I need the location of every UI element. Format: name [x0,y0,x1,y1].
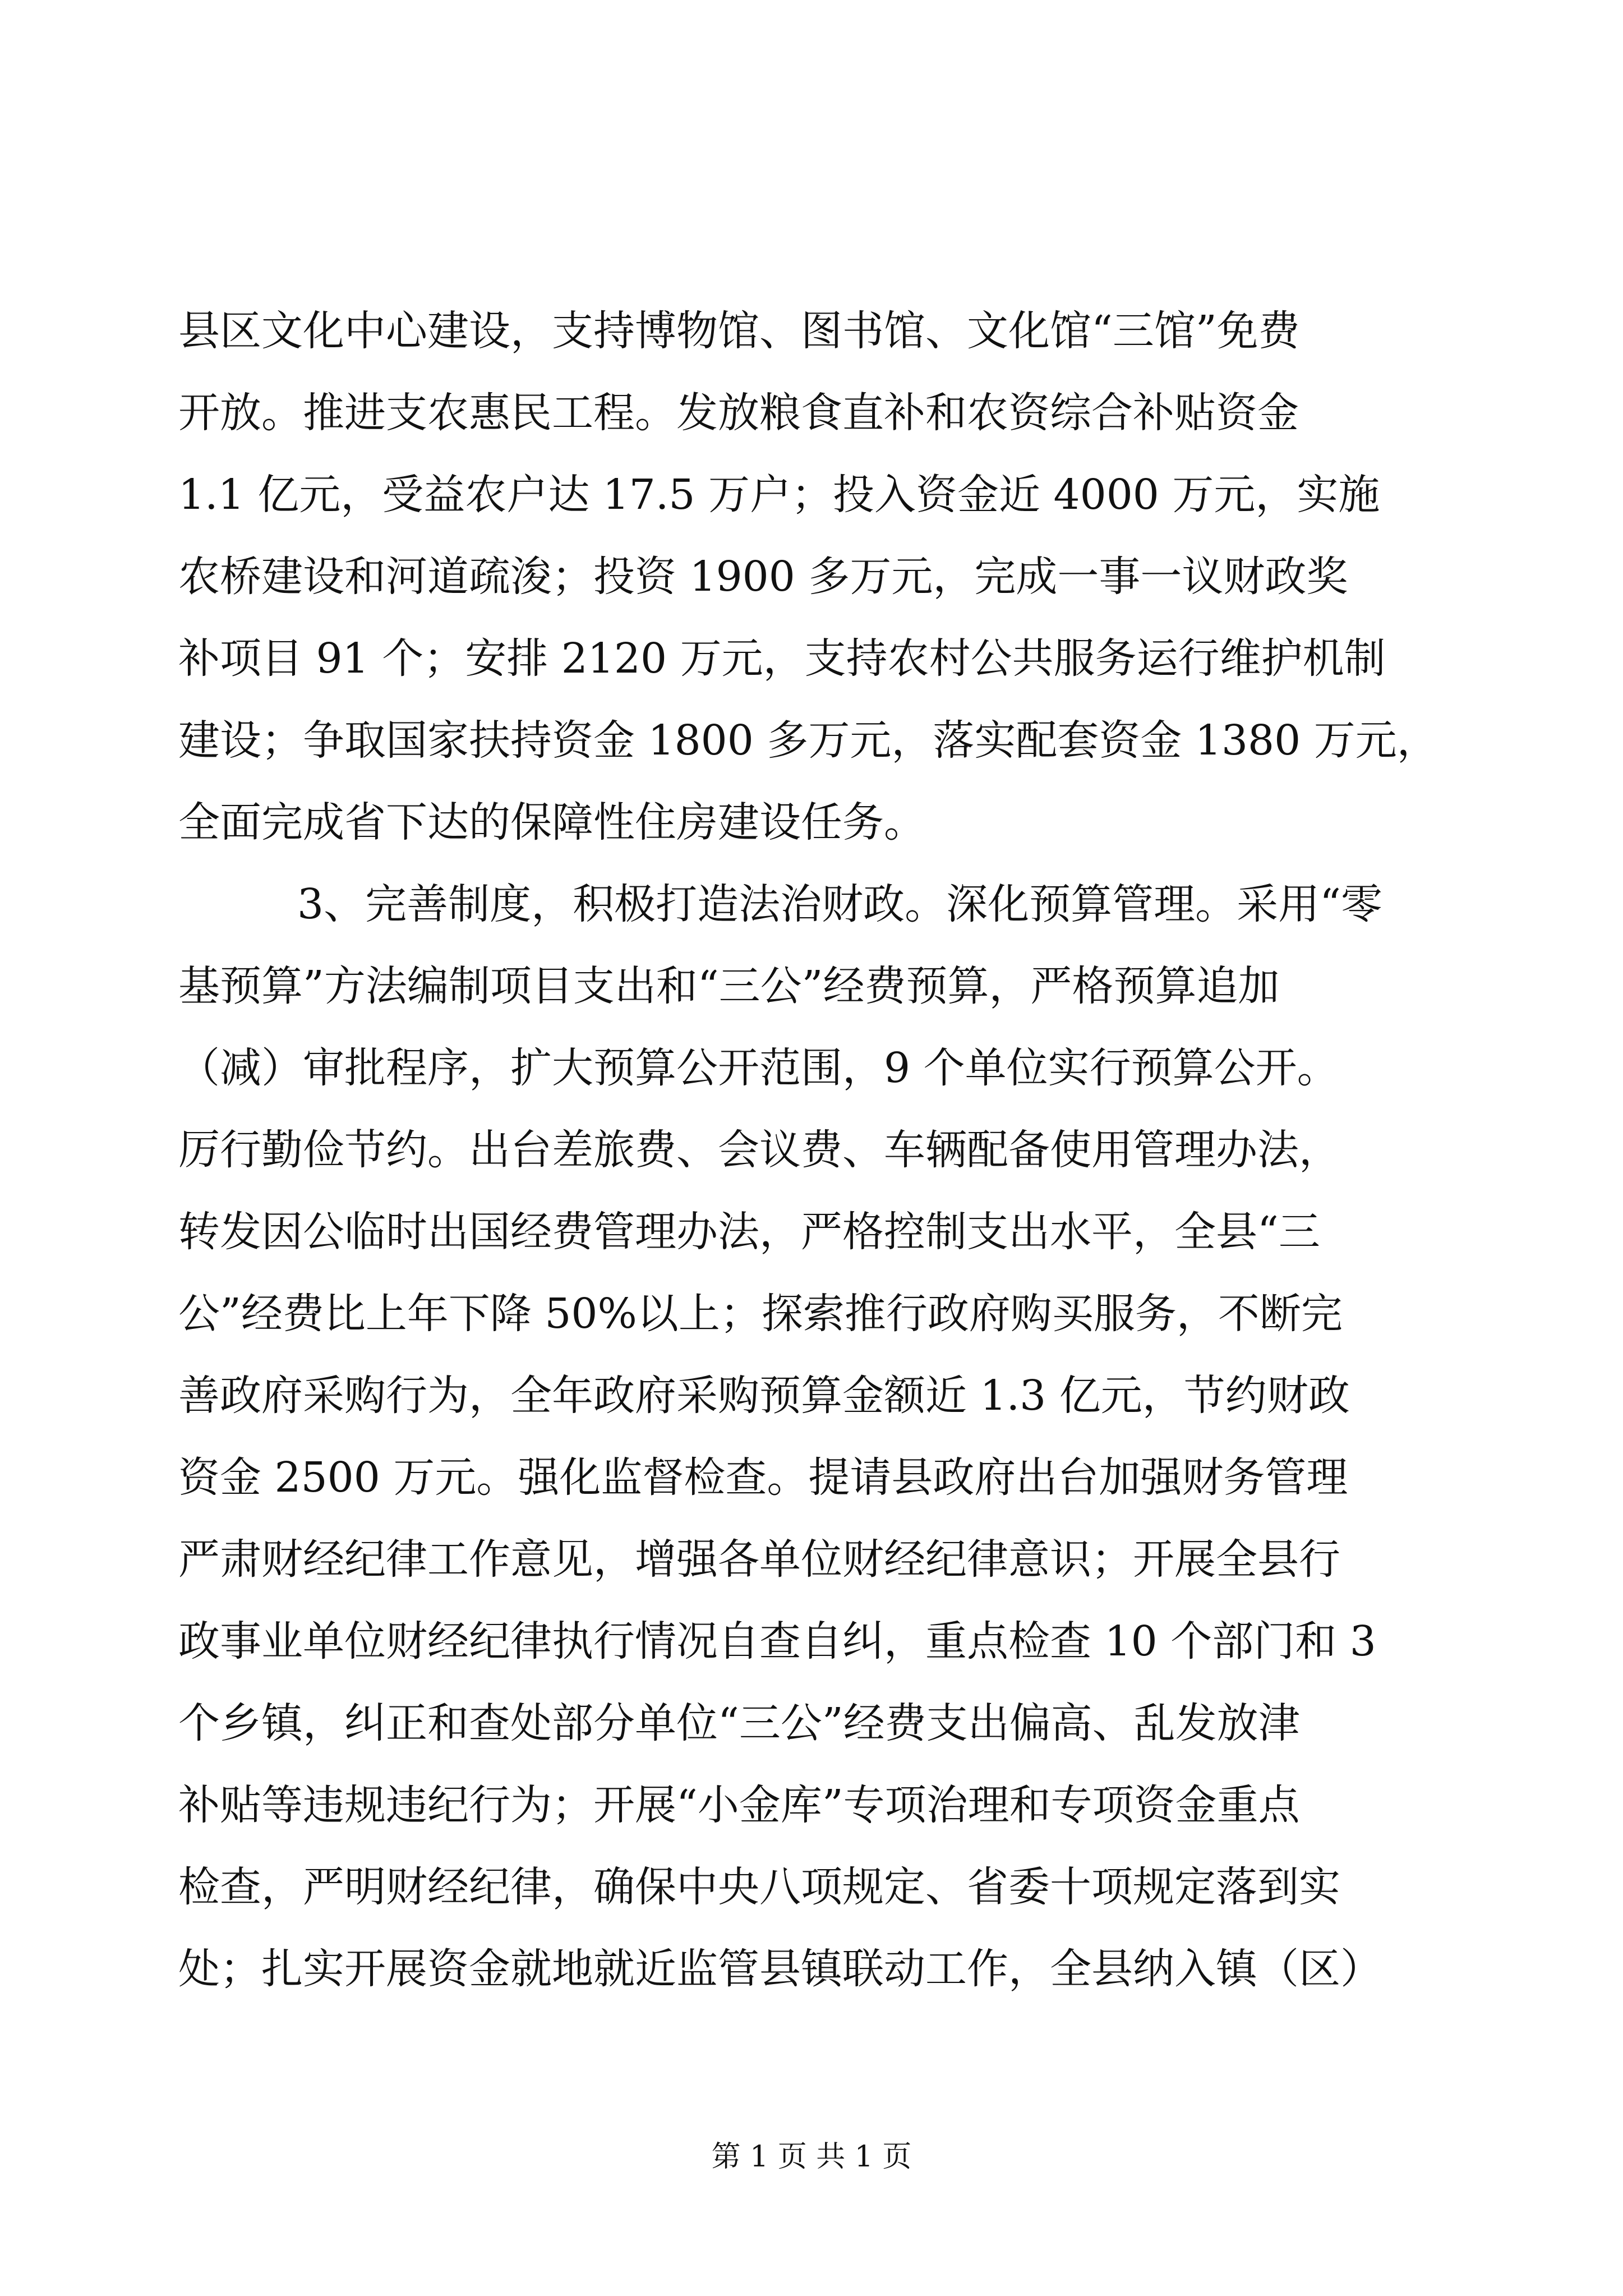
text-line-20: 检查，严明财经纪律，确保中央八项规定、省委十项规定落到实 [178,1863,1340,1911]
text-line-9: 基预算”方法编制项目支出和“三公”经费预算，严格预算追加 [178,962,1280,1010]
text-line-17: 政事业单位财经纪律执行情况自查自纠，重点检查 10 个部门和 3 [178,1617,1376,1665]
text-line-13: 公”经费比上年下降 50%以上；探索推行政府购买服务，不断完 [178,1290,1343,1338]
text-line-5: 补项目 91 个；安排 2120 万元，支持农村公共服务运行维护机制 [178,634,1386,683]
text-line-18: 个乡镇，纠正和查处部分单位“三公”经费支出偏高、乱发放津 [178,1699,1300,1747]
text-line-1: 县区文化中心建设，支持博物馆、图书馆、文化馆“三馆”免费 [178,307,1300,355]
text-line-15: 资金 2500 万元。强化监督检查。提请县政府出台加强财务管理 [178,1453,1348,1502]
text-line-19: 补贴等违规违纪行为；开展“小金库”专项治理和专项资金重点 [178,1781,1300,1829]
page-footer [0,2137,1623,2177]
text-line-6: 建设；争取国家扶持资金 1800 多万元，落实配套资金 1380 万元， [178,716,1438,765]
text-line-11: 厉行勤俭节约。出台差旅费、会议费、车辆配备使用管理办法， [178,1126,1340,1174]
text-line-14: 善政府采购行为，全年政府采购预算金额近 1.3 亿元，节约财政 [178,1372,1350,1420]
text-line-2: 开放。推进支农惠民工程。发放粮食直补和农资综合补贴资金 [178,389,1299,437]
page-number-label: 第 1 页 共 1 页 [711,2140,912,2174]
text-line-10: （减）审批程序，扩大预算公开范围，9 个单位实行预算公开。 [178,1044,1339,1092]
text-line-3: 1.1 亿元，受益农户达 17.5 万户；投入资金近 4000 万元，实施 [178,471,1380,519]
text-line-12: 转发因公临时出国经费管理办法，严格控制支出水平，全县“三 [178,1208,1320,1256]
text-line-7: 全面完成省下达的保障性住房建设任务。 [178,798,925,846]
text-line-4: 农桥建设和河道疏浚；投资 1900 多万元，完成一事一议财政奖 [178,553,1348,601]
text-line-21: 处；扎实开展资金就地就近监管县镇联动工作，全县纳入镇（区） [178,1945,1382,1993]
section-3-heading-line: 3、完善制度，积极打造法治财政。深化预算管理。采用“零 [297,880,1382,928]
text-line-16: 严肃财经纪律工作意见，增强各单位财经纪律意识；开展全县行 [178,1535,1340,1584]
